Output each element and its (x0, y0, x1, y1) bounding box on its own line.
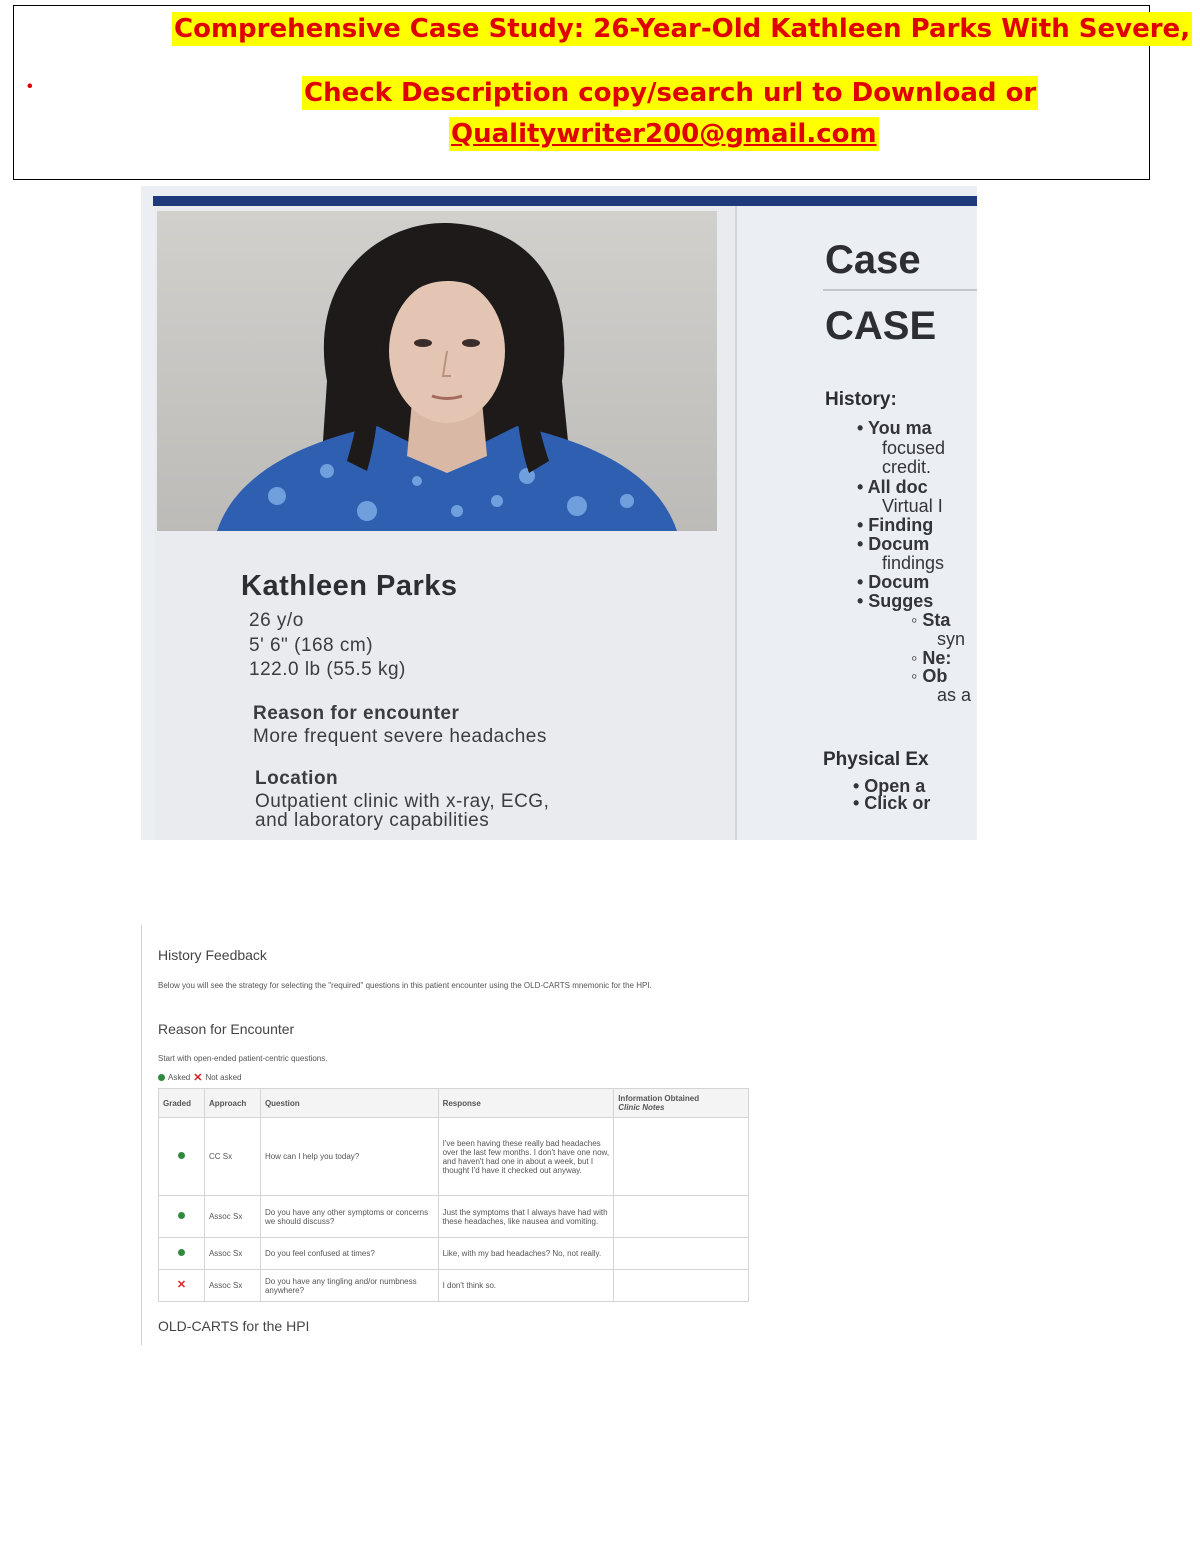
header-graded: Graded (159, 1089, 205, 1118)
legend (158, 1071, 241, 1084)
history-line: syn (937, 629, 966, 649)
panel-divider (735, 206, 737, 840)
reason-label: Reason for encounter (253, 703, 460, 724)
notes-cell (614, 1270, 749, 1302)
question-cell: Do you have any other symptoms or concerns we should discuss? (260, 1196, 438, 1238)
exam-label: Physical Ex (823, 749, 929, 770)
history-line: • You ma (857, 418, 932, 438)
history-line: credit. (882, 457, 932, 477)
approach-cell: Assoc Sx (204, 1238, 260, 1270)
patient-weight: 122.0 lb (55.5 kg) (249, 659, 406, 680)
history-line: • Finding (857, 515, 934, 535)
header-info (614, 1089, 749, 1118)
case-card-photo (141, 186, 977, 840)
not-asked-x-icon: ✕ (193, 1072, 203, 1084)
graded-cell (159, 1118, 205, 1196)
history-line: Virtual I (882, 496, 943, 516)
feedback-table (158, 1088, 749, 1302)
notes-cell (614, 1238, 749, 1270)
location-line-1: Outpatient clinic with x-ray, ECG, (255, 791, 550, 812)
graded-cell (159, 1238, 205, 1270)
response-cell: I've been having these really bad headaches over the last few months. I don't have one now, and haven't had one in about a week, but I thought I'd have it checked out anyway. (438, 1118, 614, 1196)
question-cell: Do you have any tingling and/or numbness anywhere? (260, 1270, 438, 1302)
header-clinic-notes: Clinic Notes (618, 1103, 665, 1112)
history-line: focused (882, 438, 946, 458)
location-line-2: and laboratory capabilities (255, 810, 490, 831)
history-line: • All doc (857, 477, 928, 497)
notes-cell (614, 1118, 749, 1196)
table-row (159, 1118, 749, 1196)
table-row (159, 1238, 749, 1270)
graded-cell (159, 1270, 205, 1302)
exam-line: • Click or (853, 793, 931, 813)
table-row (159, 1270, 749, 1302)
reason-value: More frequent severe headaches (253, 726, 547, 747)
graded-cell (159, 1196, 205, 1238)
case-heading-rule (823, 289, 977, 291)
patient-height: 5' 6" (168 cm) (249, 635, 374, 656)
history-line: as a (937, 685, 972, 705)
feedback-description: Below you will see the strategy for selecting the "required" questions in this patient encounter using the OLD-CARTS mnemonic for the HPI. (158, 981, 652, 990)
asked-dot-icon (178, 1249, 185, 1256)
history-line: ◦ Ob (911, 666, 948, 686)
exam-line: • Open a (853, 776, 926, 796)
case-heading: Case (825, 238, 921, 282)
patient-name: Kathleen Parks (241, 570, 458, 602)
table-row (159, 1196, 749, 1238)
asked-dot-icon (158, 1074, 165, 1081)
question-cell: How can I help you today? (260, 1118, 438, 1196)
banner-bullet: • (27, 78, 33, 95)
patient-portrait (157, 211, 717, 531)
patient-age: 26 y/o (249, 610, 304, 631)
card-top-bar (153, 196, 977, 206)
history-line: ◦ Ne: (911, 648, 952, 668)
legend-not-asked: Not asked (205, 1073, 242, 1082)
approach-cell: Assoc Sx (204, 1270, 260, 1302)
history-line: • Docum (857, 572, 930, 592)
notes-cell (614, 1196, 749, 1238)
header-info-obtained: Information Obtained (618, 1094, 700, 1103)
header-response: Response (438, 1089, 614, 1118)
old-carts-heading: OLD-CARTS for the HPI (158, 1318, 310, 1334)
banner-title: Comprehensive Case Study: 26-Year-Old Kathleen Parks With Severe, (174, 14, 1191, 44)
question-cell: Do you feel confused at times? (260, 1238, 438, 1270)
legend-asked: Asked (168, 1073, 191, 1082)
feedback-instruction: Start with open-ended patient-centric questions. (158, 1054, 328, 1063)
reason-for-encounter-heading: Reason for Encounter (158, 1021, 295, 1037)
location-label: Location (255, 768, 339, 789)
response-cell: I don't think so. (438, 1270, 614, 1302)
asked-dot-icon (178, 1212, 185, 1219)
history-line: findings (882, 553, 945, 573)
approach-cell: CC Sx (204, 1118, 260, 1196)
history-line: • Sugges (857, 591, 934, 611)
response-cell: Just the symptoms that I always have had with these headaches, like nausea and vomiting. (438, 1196, 614, 1238)
case-subheading: CASE (825, 304, 937, 348)
header-approach: Approach (204, 1089, 260, 1118)
asked-dot-icon (178, 1152, 185, 1159)
header-question: Question (260, 1089, 438, 1118)
history-label: History: (825, 389, 897, 410)
not-asked-x-icon: ✕ (176, 1279, 187, 1291)
feedback-title: History Feedback (158, 947, 267, 963)
table-header-row (159, 1089, 749, 1118)
banner-email-link[interactable]: Qualitywriter200@gmail.com (451, 119, 877, 149)
history-line: ◦ Sta (911, 610, 951, 630)
approach-cell: Assoc Sx (204, 1196, 260, 1238)
history-line: • Docum (857, 534, 930, 554)
history-feedback-panel (141, 925, 762, 1345)
response-cell: Like, with my bad headaches? No, not really. (438, 1238, 614, 1270)
banner-download-note: Check Description copy/search url to Download or (304, 78, 1037, 108)
